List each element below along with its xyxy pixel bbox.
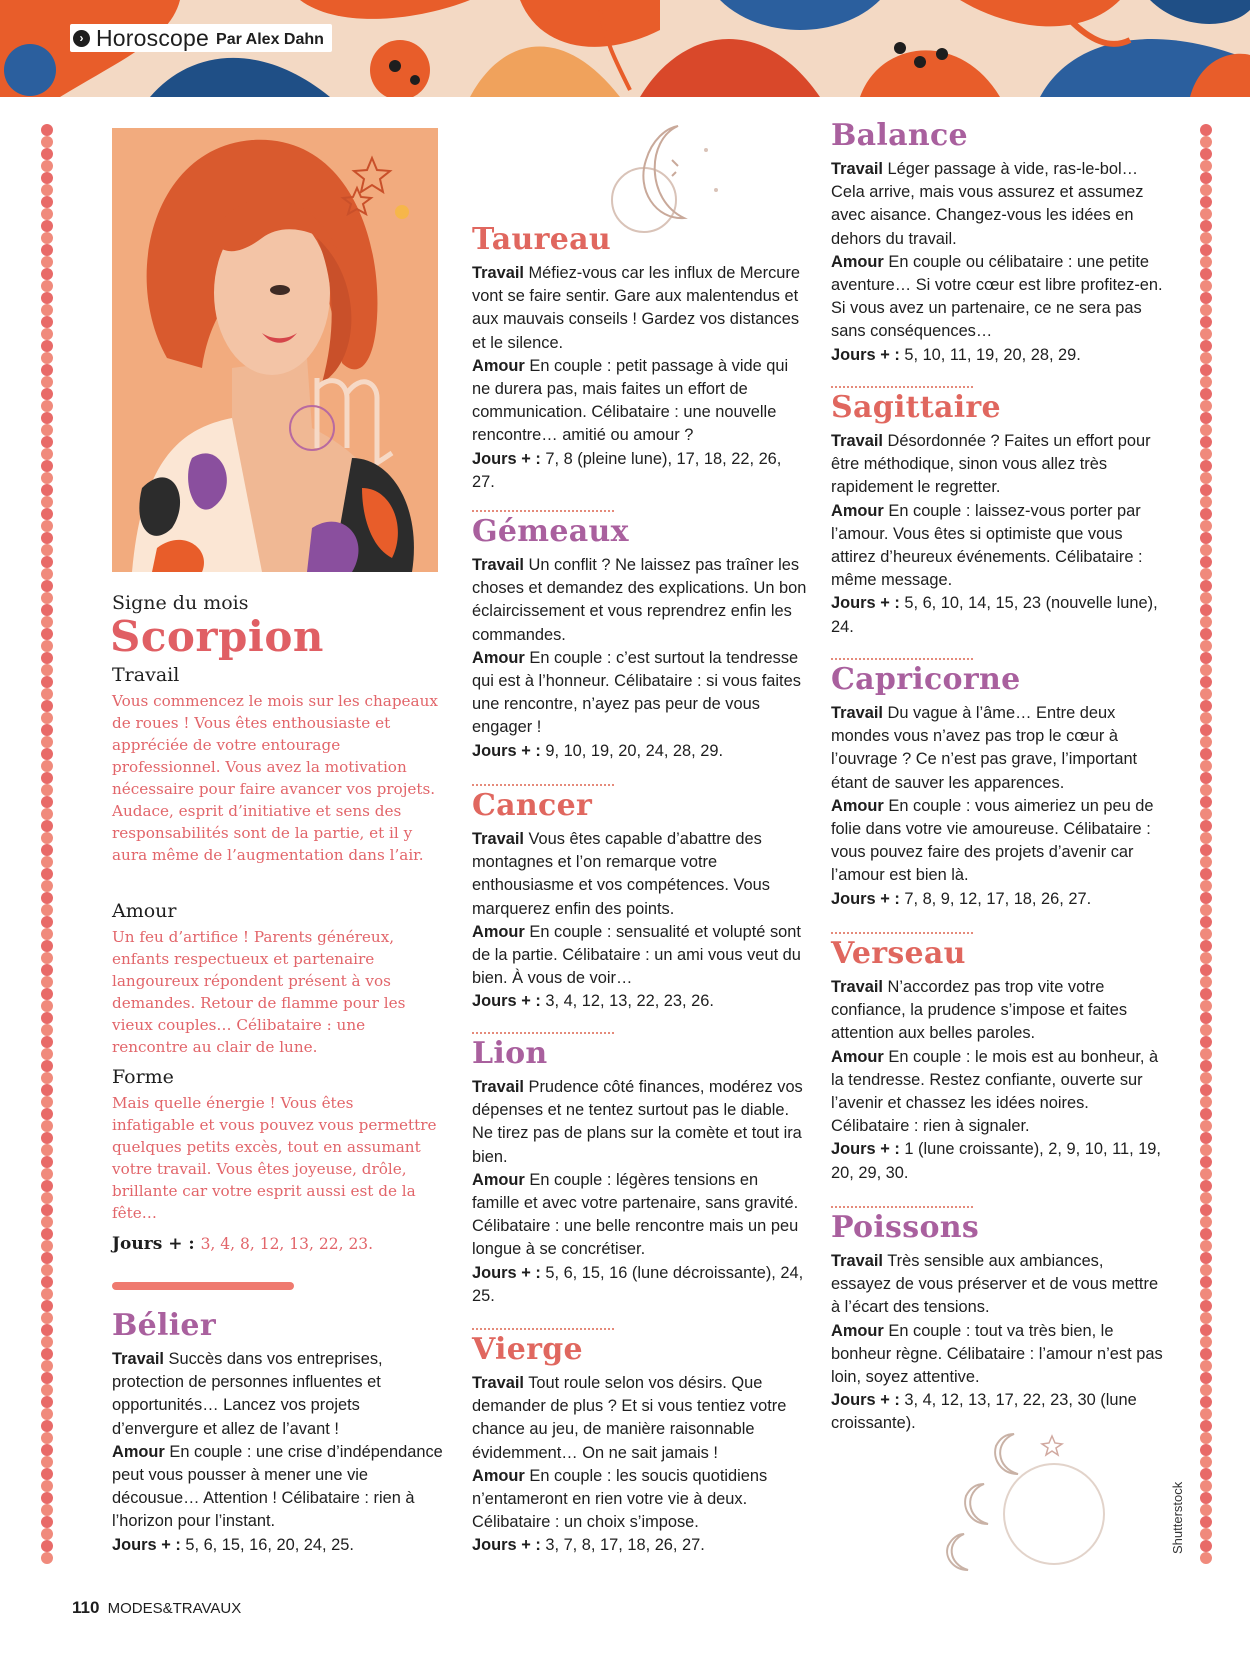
sign-block-10 <box>831 1210 1166 1436</box>
jours-values: 9, 10, 19, 20, 24, 28, 29. <box>545 741 724 760</box>
sign-title: Gémeaux <box>472 514 629 549</box>
amour-text: En couple : sensualité et volupté sont de la partie. Célibataire : un ami vous veut du bien. À vous de voir… <box>472 922 801 988</box>
sign-title: Sagittaire <box>831 390 1001 425</box>
amour-text: En couple : c’est surtout la tendresse qui est à l’honneur. Célibataire : si vous faites une rencontre, n’ayez pas peur de vous engager ! <box>472 648 801 737</box>
sign-title: Bélier <box>112 1308 216 1343</box>
amour-label: Amour <box>831 1047 884 1066</box>
feature-section-text: Un feu d’artifice ! Parents généreux, enfants respectueux et partenaire langoureux répondent présent à vos demandes. Retour de flamme pour les vieux couples… Célibataire : une rencontre au clair de lune. <box>112 928 406 1056</box>
jours-values: 5, 6, 15, 16 (lune décroissante), 24, 25. <box>472 1263 804 1305</box>
travail-text: Désordonnée ? Faites un effort pour être méthodique, sinon vous allez très rapidement le regretter. <box>831 432 1151 497</box>
dotted-separator <box>831 386 973 388</box>
dotted-separator <box>472 1328 614 1330</box>
sign-title: Balance <box>831 118 968 153</box>
amour-text: En couple : les soucis quotidiens n’entameront en rien votre vie à deux. Célibataire : un choix s’impose. <box>472 1466 768 1532</box>
travail-text: Léger passage à vide, ras-le-bol… Cela arrive, mais vous assurez et assumez avec aisance. Changez-vous les idées en dehors du travail. <box>831 160 1144 248</box>
travail-label: Travail <box>831 978 883 996</box>
dotted-separator <box>472 784 614 786</box>
sign-block-3 <box>472 788 807 1014</box>
dotted-separator <box>472 510 614 512</box>
amour-text: En couple : légères tensions en famille et avec votre partenaire, sans gravité. Célibataire : une belle rencontre mais un peu longue à se concrétiser. <box>472 1170 799 1259</box>
travail-label: Travail <box>472 264 524 282</box>
sign-block-6 <box>831 118 1166 367</box>
jours-values: 3, 4, 12, 13, 22, 23, 26. <box>545 992 714 1011</box>
sign-block-5 <box>472 1332 807 1558</box>
feature-section-title: Amour <box>112 900 177 922</box>
sign-text <box>831 702 1166 911</box>
sign-text <box>472 828 807 1014</box>
chevron-right-icon: › <box>73 30 90 47</box>
jours-label: Jours + : <box>112 1535 181 1554</box>
jours-label: Jours + : <box>472 449 541 468</box>
travail-text: Un conflit ? Ne laissez pas traîner les choses et demandez des explications. Un bon éclaircissement et vous reprendrez enfin les commandes. <box>472 556 807 644</box>
amour-text: En couple : le mois est au bonheur, à la tendresse. Restez confiante, ouverte sur l’avenir et chassez les idées noires. Célibataire : rien à signaler. <box>831 1047 1159 1136</box>
feature-section-title: Travail <box>112 664 180 686</box>
author-byline: Par Alex Dahn <box>216 31 324 48</box>
sign-block-0 <box>112 1308 447 1557</box>
sign-text <box>112 1348 447 1557</box>
jours-values: 1 (lune croissante), 2, 9, 10, 11, 19, 20, 29, 30. <box>831 1140 1161 1182</box>
jours-label: Jours + : <box>831 889 900 908</box>
page-number: 110 <box>72 1598 100 1617</box>
amour-label: Amour <box>472 922 525 941</box>
feature-label: Signe du mois <box>112 592 249 614</box>
sign-block-2 <box>472 514 807 763</box>
feature-section-travail <box>112 664 438 866</box>
sign-text <box>831 1250 1166 1436</box>
amour-text: En couple : petit passage à vide qui ne durera pas, mais faites un effort de communication. Célibataire : une nouvelle rencontre… amitié ou amour ? <box>472 356 789 445</box>
feature-days-values: 3, 4, 8, 12, 13, 22, 23. <box>200 1235 374 1253</box>
amour-text: En couple : vous aimeriez un peu de folie dans votre vie amoureuse. Célibataire : vous pouvez faire des projets d’avenir car l’amour est bien là. <box>831 796 1154 885</box>
amour-label: Amour <box>472 1466 525 1485</box>
rubric-label <box>70 24 332 52</box>
moon-decoration-icon <box>606 120 726 236</box>
amour-label: Amour <box>472 1170 525 1189</box>
travail-label: Travail <box>472 556 524 574</box>
sign-text <box>472 554 807 763</box>
rubric-title: Horoscope <box>96 24 210 51</box>
jours-label: Jours + : <box>831 1391 900 1410</box>
jours-values: 5, 10, 11, 19, 20, 28, 29. <box>904 345 1081 364</box>
feature-sign-title: Scorpion <box>110 612 324 661</box>
feature-section-forme <box>112 1066 438 1224</box>
dotted-separator <box>831 1206 973 1208</box>
dotted-separator <box>831 658 973 660</box>
amour-label: Amour <box>831 796 884 815</box>
dotted-separator <box>831 932 973 934</box>
jours-values: 5, 6, 15, 16, 20, 24, 25. <box>185 1535 354 1554</box>
sign-title: Verseau <box>831 936 966 971</box>
sign-block-4 <box>472 1036 807 1308</box>
jours-label: Jours + : <box>472 741 541 760</box>
bead-border-right <box>1199 124 1213 1566</box>
travail-text: Tout roule selon vos désirs. Que demander de plus ? Et si vous tentiez votre chance au jeu, de manière raisonnable évidemment… On ne sait jamais ! <box>472 1374 787 1462</box>
jours-label: Jours + : <box>472 1263 541 1282</box>
travail-text: N’accordez pas trop vite votre confiance, la prudence s’impose et faites attention aux belles paroles. <box>831 978 1128 1043</box>
feature-section-text: Mais quelle énergie ! Vous êtes infatigable et vous pouvez vous permettre quelques petits excès, tout en assumant votre travail. Vous êtes joyeuse, drôle, brillante car votre esprit aussi est de la fête… <box>112 1094 437 1222</box>
amour-label: Amour <box>472 356 525 375</box>
travail-text: Du vague à l’âme… Entre deux mondes vous n’avez pas trop le cœur à l’ouvrage ? Ce n’est pas grave, l’important étant de sauver les apparences. <box>831 704 1138 792</box>
travail-label: Travail <box>831 1252 883 1270</box>
sign-block-7 <box>831 390 1166 639</box>
jours-values: 3, 4, 12, 13, 17, 22, 23, 30 (lune croissante). <box>831 1391 1137 1433</box>
amour-label: Amour <box>831 501 884 520</box>
feature-section-text: Vous commencez le mois sur les chapeaux de roues ! Vous êtes enthousiaste et appréciée de votre entourage professionnel. Vous avez la motivation nécessaire pour faire avancer vos projets. Audace, esprit d’initiative et sens des responsabilités sont de la partie, et il y aura même de l’augmentation dans l’air. <box>112 692 438 864</box>
amour-text: En couple ou célibataire : une petite aventure… Si votre cœur est libre profitez-en. Si vous avez un partenaire, ce ne sera pas sans conséquences… <box>831 252 1163 341</box>
jours-label: Jours + : <box>472 992 541 1011</box>
amour-text: En couple : une crise d’indépendance peut vous pousser à mener une vie décousue… Attention ! Célibataire : rien à l’horizon pour l’instant. <box>112 1442 443 1531</box>
travail-text: Prudence côté finances, modérez vos dépenses et ne tentez surtout pas le diable. Ne tirez pas de plans sur la comète et tout ira bien. <box>472 1078 803 1166</box>
jours-label: Jours + : <box>831 594 900 613</box>
sign-text <box>831 976 1166 1185</box>
moon-phases-decoration-icon <box>934 1424 1134 1574</box>
travail-label: Travail <box>831 432 883 450</box>
jours-values: 7, 8 (pleine lune), 17, 18, 22, 26, 27. <box>472 449 782 491</box>
jours-values: 7, 8, 9, 12, 17, 18, 26, 27. <box>904 889 1092 908</box>
travail-label: Travail <box>831 160 883 178</box>
travail-text: Très sensible aux ambiances, essayez de vous préserver et de vous mettre à l’écart des tensions. <box>831 1252 1159 1317</box>
travail-label: Travail <box>112 1350 164 1368</box>
sign-block-8 <box>831 662 1166 911</box>
sign-text <box>472 1372 807 1558</box>
feature-section-title: Forme <box>112 1066 174 1088</box>
jours-values: 5, 6, 10, 14, 15, 23 (nouvelle lune), 24. <box>831 594 1158 636</box>
amour-label: Amour <box>831 1321 884 1340</box>
travail-text: Méfiez-vous car les influx de Mercure vont se faire sentir. Gare aux malentendus et aux mauvais conseils ! Gardez vos distances et le silence. <box>472 264 800 352</box>
sign-block-9 <box>831 936 1166 1185</box>
amour-label: Amour <box>112 1442 165 1461</box>
jours-label: Jours + : <box>472 1536 541 1555</box>
photo-credit: Shutterstock <box>1170 1481 1185 1554</box>
sign-text <box>472 1076 807 1308</box>
sign-text <box>472 262 807 494</box>
feature-days-label: Jours + : <box>112 1234 195 1254</box>
scorpion-woman-illustration <box>112 128 438 572</box>
dotted-separator <box>472 1032 614 1034</box>
amour-text: En couple : tout va très bien, le bonheur règne. Célibataire : l’amour n’est pas loin, soyez attentive. <box>831 1321 1163 1387</box>
sign-title: Cancer <box>472 788 593 823</box>
sign-title: Capricorne <box>831 662 1021 697</box>
feature-lucky-days <box>112 1234 373 1254</box>
travail-text: Vous êtes capable d’abattre des montagnes et l’on remarque votre enthousiasme et vos compétences. Vous marquerez enfin des points. <box>472 830 770 918</box>
magazine-name: MODES&TRAVAUX <box>107 1600 242 1617</box>
sign-text <box>831 158 1166 367</box>
travail-label: Travail <box>472 1078 524 1096</box>
amour-label: Amour <box>831 252 884 271</box>
section-divider-bar <box>112 1282 294 1290</box>
sign-block-1 <box>472 222 807 494</box>
sign-title: Lion <box>472 1036 548 1071</box>
jours-label: Jours + : <box>831 345 900 364</box>
travail-label: Travail <box>831 704 883 722</box>
jours-values: 3, 7, 8, 17, 18, 26, 27. <box>545 1536 705 1555</box>
amour-label: Amour <box>472 648 525 667</box>
feature-section-amour <box>112 900 438 1058</box>
page-footer <box>72 1598 241 1618</box>
header-banner <box>0 0 1250 97</box>
travail-label: Travail <box>472 1374 524 1392</box>
sign-title: Vierge <box>472 1332 583 1367</box>
sign-text <box>831 430 1166 639</box>
amour-text: En couple : laissez-vous porter par l’amour. Vous êtes si optimiste que vous attirez d’heureux événements. Célibataire : même message. <box>831 501 1143 590</box>
sign-title: Poissons <box>831 1210 980 1245</box>
jours-label: Jours + : <box>831 1140 900 1159</box>
travail-label: Travail <box>472 830 524 848</box>
sign-title: Taureau <box>472 222 611 257</box>
travail-text: Succès dans vos entreprises, protection de personnes influentes et opportunités… Lancez vos projets d’envergure et allez de l’avant ! <box>112 1350 383 1438</box>
bead-border-left <box>40 124 54 1566</box>
